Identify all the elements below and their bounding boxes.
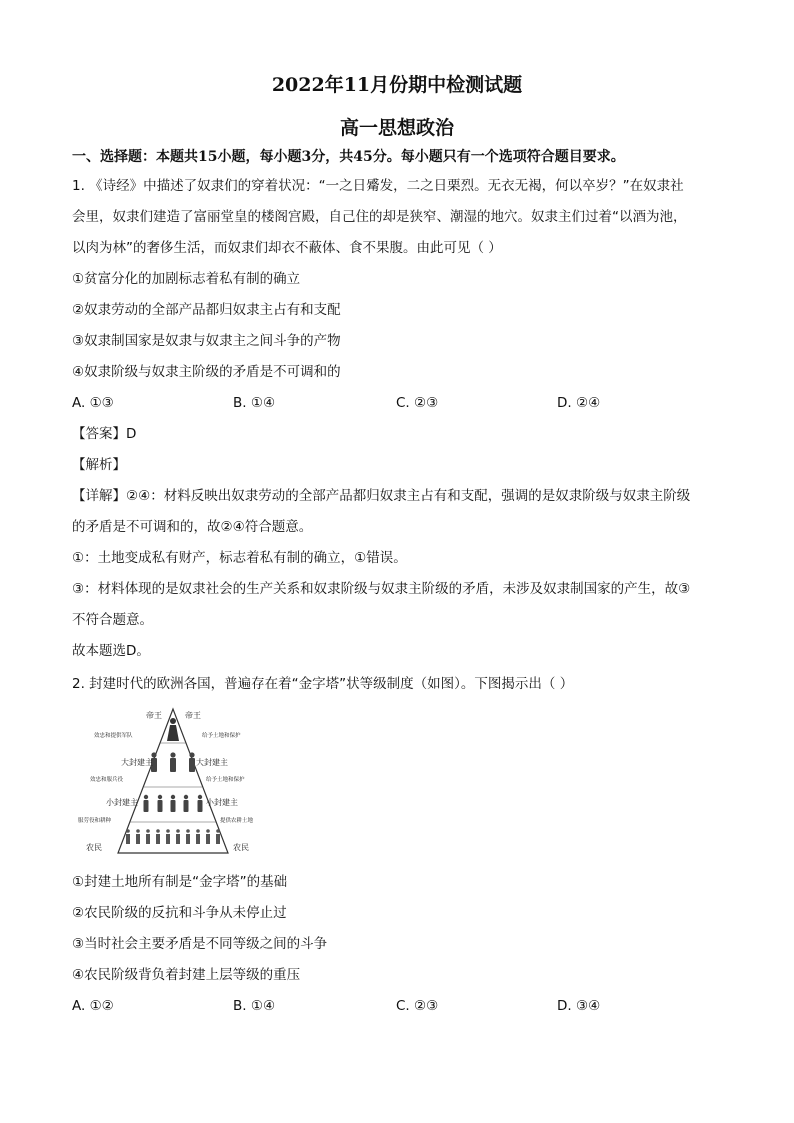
level-label-knight-left: 小封建主 xyxy=(106,798,138,807)
detail-tag: 【详解】 xyxy=(72,488,126,504)
q1-option-c: C. ②③ xyxy=(396,395,439,411)
q2-stem: 2. 封建时代的欧洲各国，普遍存在着“金字塔”状等级制度（如图）。下图揭示出（ ） xyxy=(72,676,574,692)
q1-statement-2: ②奴隶劳动的全部产品都归奴隶主占有和支配 xyxy=(72,302,341,318)
section-heading: 一、选择题：本题共15小题，每小题3分，共45分。每小题只有一个选项符合题目要求。 xyxy=(72,149,625,165)
feudal-pyramid-figure xyxy=(78,707,268,859)
q1-detail-line-1 xyxy=(72,486,690,506)
level-label-king-left: 帝王 xyxy=(146,711,162,720)
relation-left-3: 服劳役和耕种 xyxy=(78,818,112,824)
q2-option-b: B. ①④ xyxy=(233,998,276,1014)
q2-statement-3: ③当时社会主要矛盾是不同等级之间的斗争 xyxy=(72,936,328,952)
level-label-peasant-left: 农民 xyxy=(86,843,102,852)
relation-left-1: 效忠和提供军队 xyxy=(94,733,133,739)
q1-option-a: A. ①③ xyxy=(72,395,114,411)
q2-option-c: C. ②③ xyxy=(396,998,439,1014)
q1-statement-3: ③奴隶制国家是奴隶与奴隶主之间斗争的产物 xyxy=(72,333,341,349)
relation-right-2: 给予土地和保护 xyxy=(206,777,245,783)
exam-subject: 高一思想政治 xyxy=(339,117,454,139)
level-label-peasant-right: 农民 xyxy=(233,843,249,852)
q1-detail-line-5: 不符合题意。 xyxy=(72,612,153,628)
level-label-knight-right: 小封建主 xyxy=(206,798,238,807)
relation-left-2: 效忠和服兵役 xyxy=(90,777,124,783)
knight-figures-icon xyxy=(144,795,203,812)
q1-stem-line-2: 会里，奴隶们建造了富丽堂皇的楼阁宫殿，自己住的却是狭窄、潮湿的地穴。奴隶主们过着“以酒为池， xyxy=(72,209,687,225)
peasant-figures-icon xyxy=(126,829,220,844)
relation-right-1: 给予土地和保护 xyxy=(202,733,241,739)
q2-statement-2: ②农民阶级的反抗和斗争从未停止过 xyxy=(72,905,287,921)
q2-option-d: D. ③④ xyxy=(557,998,601,1014)
q1-detail-line-4: ③：材料体现的是奴隶社会的生产关系和奴隶阶级与奴隶主阶级的矛盾，未涉及奴隶制国家的产生，故③ xyxy=(72,581,691,597)
relation-right-3: 提供农耕土地 xyxy=(220,818,254,824)
q1-detail-line-6: 故本题选D。 xyxy=(72,643,150,659)
q1-stem-line-3: 以肉为林”的奢侈生活，而奴隶们却衣不蔽体、食不果腹。由此可见（ ） xyxy=(72,240,502,256)
level-label-lord-left: 大封建主 xyxy=(121,758,153,767)
q2-statement-4: ④农民阶级背负着封建上层等级的重压 xyxy=(72,967,301,983)
q1-option-d: D. ②④ xyxy=(557,395,601,411)
q2-option-a: A. ①② xyxy=(72,998,114,1014)
q2-statement-1: ①封建土地所有制是“金字塔”的基础 xyxy=(72,874,288,890)
level-label-lord-right: 大封建主 xyxy=(196,758,228,767)
detail-text: ②④：材料反映出奴隶劳动的全部产品都归奴隶主占有和支配，强调的是奴隶阶级与奴隶主阶级 xyxy=(126,488,691,504)
answer-tag: 【答案】 xyxy=(72,426,126,442)
q1-detail-line-2: 的矛盾是不可调和的，故②④符合题意。 xyxy=(72,519,313,535)
q1-stem-line-1: 1. 《诗经》中描述了奴隶们的穿着状况：“一之日觱发，二之日栗烈。无衣无褐，何以卒岁？”在奴隶社 xyxy=(72,178,684,194)
q1-statement-1: ①贫富分化的加剧标志着私有制的确立 xyxy=(72,271,301,287)
exam-title: 2022年11月份期中检测试题 xyxy=(271,74,523,96)
q1-answer xyxy=(72,424,136,444)
q1-detail-line-3: ①：土地变成私有财产，标志着私有制的确立，①错误。 xyxy=(72,550,407,566)
lord-figures-icon xyxy=(151,752,195,772)
q1-statement-4: ④奴隶阶级与奴隶主阶级的矛盾是不可调和的 xyxy=(72,364,341,380)
level-label-king-right: 帝王 xyxy=(185,711,201,720)
q1-option-b: B. ①④ xyxy=(233,395,276,411)
q1-analysis-tag: 【解析】 xyxy=(72,457,126,473)
answer-value: D xyxy=(126,426,137,442)
